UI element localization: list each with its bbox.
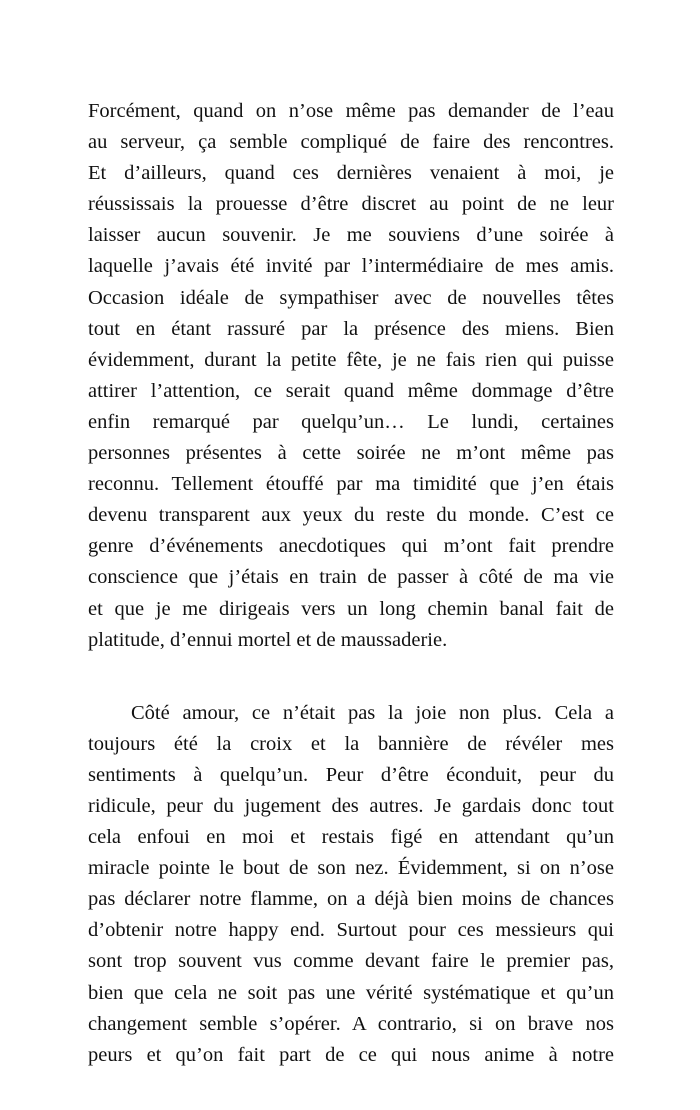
text-line: platitude, d’ennui mortel et de maussaderie. bbox=[88, 628, 448, 651]
text-line: Forcément, quand on n’ose même pas demander de l’eau bbox=[88, 100, 614, 122]
text-line: reconnu. Tellement étouffé par ma timidité que j’en étais bbox=[88, 473, 614, 496]
paragraph-1 bbox=[88, 96, 614, 656]
text-line: changement semble s’opérer. A contrario, si on brave nos bbox=[88, 1012, 614, 1035]
text-line: miracle pointe le bout de son nez. Évidemment, si on n’ose bbox=[88, 857, 614, 880]
text-line: réussissais la prouesse d’être discret au point de ne leur bbox=[88, 193, 614, 216]
text-line: Et d’ailleurs, quand ces dernières venaient à moi, je bbox=[88, 162, 614, 185]
text-line: attirer l’attention, ce serait quand même dommage d’être bbox=[88, 379, 614, 402]
text-line: évidemment, durant la petite fête, je ne fais rien qui puisse bbox=[88, 348, 614, 371]
text-line: Côté amour, ce n’était pas la joie non plus. Cela a bbox=[131, 701, 614, 724]
text-line: tout en étant rassuré par la présence des miens. Bien bbox=[88, 317, 614, 340]
text-line: conscience que j’étais en train de passer à côté de ma vie bbox=[88, 566, 614, 589]
text-line: laquelle j’avais été invité par l’intermédiaire de mes amis. bbox=[88, 255, 614, 278]
text-line: personnes présentes à cette soirée ne m’ont même pas bbox=[88, 442, 614, 465]
text-line: ridicule, peur du jugement des autres. Je gardais donc tout bbox=[88, 794, 614, 817]
text-line: genre d’événements anecdotiques qui m’ont fait prendre bbox=[88, 535, 614, 558]
text-line: laisser aucun souvenir. Je me souviens d’une soirée à bbox=[88, 224, 614, 247]
text-line: et que je me dirigeais vers un long chemin banal fait de bbox=[88, 597, 614, 620]
text-line: enfin remarqué par quelqu’un… Le lundi, certaines bbox=[88, 410, 614, 433]
text-line: Occasion idéale de sympathiser avec de nouvelles têtes bbox=[88, 286, 614, 309]
text-line: d’obtenir notre happy end. Surtout pour ces messieurs qui bbox=[88, 919, 614, 942]
text-line: peurs et qu’on fait part de ce qui nous anime à notre bbox=[88, 1043, 614, 1066]
text-line: toujours été la croix et la bannière de révéler mes bbox=[88, 732, 614, 755]
book-page bbox=[88, 96, 614, 1071]
text-line: pas déclarer notre flamme, on a déjà bien moins de chances bbox=[88, 888, 614, 911]
text-line: bien que cela ne soit pas une vérité systématique et qu’un bbox=[88, 981, 614, 1004]
text-line: cela enfoui en moi et restais figé en attendant qu’un bbox=[88, 826, 614, 849]
paragraph-spacer bbox=[88, 656, 614, 698]
paragraph-2 bbox=[88, 698, 614, 1071]
text-line: sentiments à quelqu’un. Peur d’être éconduit, peur du bbox=[88, 763, 614, 786]
text-line: sont trop souvent vus comme devant faire le premier pas, bbox=[88, 950, 614, 973]
text-line: devenu transparent aux yeux du reste du monde. C’est ce bbox=[88, 504, 614, 527]
text-line: au serveur, ça semble compliqué de faire des rencontres. bbox=[88, 131, 614, 154]
